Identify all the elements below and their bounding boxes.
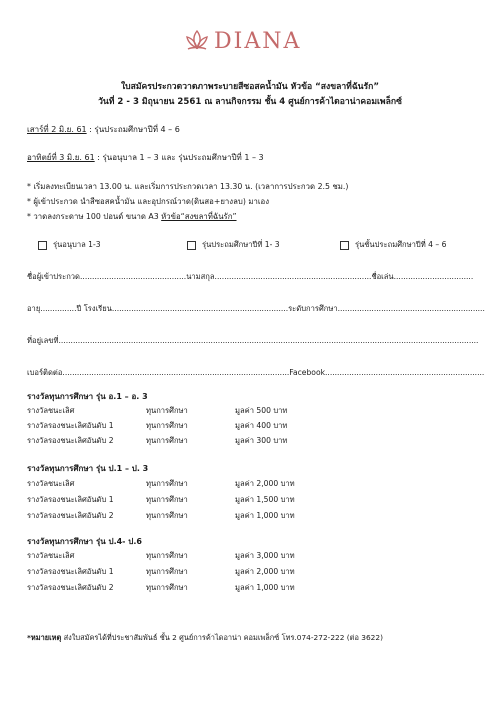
award-heading-primary-lower: รางวัลทุนการศึกษา รุ่น ป.1 – ป. 3	[27, 464, 149, 473]
diana-logo	[184, 28, 301, 54]
award-type: ทุนการศึกษา	[146, 551, 188, 560]
field-age-school-row[interactable]: อายุ...............ปี โรงเรียน.........................................................................ระดับการศึกษา.............................................................	[27, 304, 485, 313]
schedule-saturday	[27, 123, 180, 136]
field-address-row[interactable]: ที่อยู่เลขที่..............................................................................................................................................................................	[27, 336, 479, 345]
schedule-sunday	[27, 151, 264, 164]
award-value: มูลค่า 1,500 บาท	[235, 495, 295, 504]
award-place: รางวัลชนะเลิศ	[27, 406, 75, 415]
rule-paper-text: * วาดลงกระดาษ 100 ปอนด์ ขนาด A3	[27, 212, 162, 221]
footnote	[27, 632, 383, 644]
award-place: รางวัลชนะเลิศ	[27, 479, 75, 488]
award-value: มูลค่า 2,000 บาท	[235, 479, 295, 488]
category-primary-lower[interactable]	[187, 239, 280, 251]
award-type: ทุนการศึกษา	[146, 567, 188, 576]
award-type: ทุนการศึกษา	[146, 495, 188, 504]
award-value: มูลค่า 500 บาท	[235, 406, 288, 415]
award-type: ทุนการศึกษา	[146, 406, 188, 415]
checkbox-kindergarten[interactable]	[38, 241, 47, 250]
category-primary-lower-label: รุ่นประถมศึกษาปีที่ 1- 3	[202, 240, 280, 249]
award-value: มูลค่า 3,000 บาท	[235, 551, 295, 560]
award-value: มูลค่า 1,000 บาท	[235, 511, 295, 520]
award-type: ทุนการศึกษา	[146, 436, 188, 445]
lotus-flower-icon	[184, 28, 210, 54]
category-primary-upper-label: รุ่นชั้นประถมศึกษาปีที่ 4 – 6	[355, 240, 447, 249]
schedule-sunday-date: อาทิตย์ที่ 3 มิ.ย. 61	[27, 153, 95, 162]
award-place: รางวัลรองชนะเลิศอันดับ 2	[27, 583, 114, 592]
footnote-label: *หมายเหตุ	[27, 633, 62, 642]
award-value: มูลค่า 300 บาท	[235, 436, 288, 445]
award-type: ทุนการศึกษา	[146, 511, 188, 520]
schedule-sunday-text: : รุ่นอนุบาล 1 – 3 และ รุ่นประถมศึกษาปีที่ 1 – 3	[94, 153, 264, 162]
award-value: มูลค่า 400 บาท	[235, 421, 288, 430]
rule-equipment: * ผู้เข้าประกวด นำสีซอสคน้ำมัน และอุปกรณ์วาด(ดินสอ+ยางลบ) มาเอง	[27, 197, 270, 206]
award-value: มูลค่า 2,000 บาท	[235, 567, 295, 576]
checkbox-primary-lower[interactable]	[187, 241, 196, 250]
award-heading-kindergarten: รางวัลทุนการศึกษา รุ่น อ.1 – อ. 3	[27, 392, 148, 401]
award-place: รางวัลรองชนะเลิศอันดับ 1	[27, 421, 114, 430]
rule-paper	[27, 211, 237, 223]
award-place: รางวัลรองชนะเลิศอันดับ 2	[27, 436, 114, 445]
award-type: ทุนการศึกษา	[146, 421, 188, 430]
award-place: รางวัลรองชนะเลิศอันดับ 2	[27, 511, 114, 520]
award-heading-primary-upper: รางวัลทุนการศึกษา รุ่น ป.4- ป.6	[27, 537, 142, 546]
award-type: ทุนการศึกษา	[146, 583, 188, 592]
field-name-row[interactable]: ชื่อผู้เข้าประกวด............................................นามสกุล.................................................................ชื่อเล่น.................................	[27, 272, 474, 281]
award-place: รางวัลรองชนะเลิศอันดับ 1	[27, 567, 114, 576]
schedule-saturday-text: : รุ่นประถมศึกษาปีที่ 4 – 6	[86, 125, 180, 134]
logo-text: DIANA	[214, 28, 302, 54]
rule-paper-topic: หัวข้อ“สงขลาที่ฉันรัก”	[161, 212, 237, 221]
award-place: รางวัลรองชนะเลิศอันดับ 1	[27, 495, 114, 504]
schedule-saturday-date: เสาร์ที่ 2 มิ.ย. 61	[27, 125, 87, 134]
category-primary-upper[interactable]	[340, 239, 446, 251]
category-kindergarten[interactable]	[38, 239, 101, 251]
checkbox-primary-upper[interactable]	[340, 241, 349, 250]
form-title: ใบสมัครประกวดวาดภาพระบายสีซอสคน้ำมัน หัวข้อ “สงขลาที่ฉันรัก”	[120, 82, 380, 92]
rule-time: * เริ่มลงทะเบียนเวลา 13.00 น. และเริ่มการประกวดเวลา 13.30 น. (เวลาการประกวด 2.5 ชม.)	[27, 182, 349, 191]
footnote-text: ส่งใบสมัครได้ที่ประชาสัมพันธ์ ชั้น 2 ศูนย์การค้าไดอาน่า คอมเพล็กซ์ โทร.074-272-222 (ต่อ 3622)	[61, 633, 383, 642]
category-kindergarten-label: รุ่นอนุบาล 1-3	[53, 240, 101, 249]
award-value: มูลค่า 1,000 บาท	[235, 583, 295, 592]
form-subtitle: วันที่ 2 - 3 มิถุนายน 2561 ณ ลานกิจกรรม ชั้น 4 ศูนย์การค้าไดอาน่าคอมเพล็กซ์	[98, 97, 402, 107]
field-phone-row[interactable]: เบอร์ติดต่อ..............................................................................................Facebook..................................................................	[27, 368, 485, 377]
award-place: รางวัลชนะเลิศ	[27, 551, 75, 560]
award-type: ทุนการศึกษา	[146, 479, 188, 488]
